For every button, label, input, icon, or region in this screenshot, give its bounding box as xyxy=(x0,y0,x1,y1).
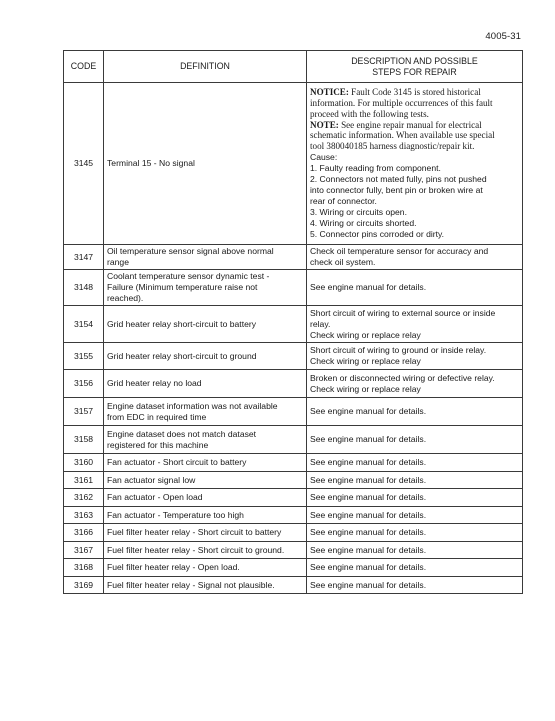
fault-code-cell: 3160 xyxy=(64,454,104,472)
description-cell xyxy=(307,370,523,398)
description-line: Check oil temperature sensor for accuracy and xyxy=(310,246,489,256)
table-row xyxy=(64,577,523,594)
definition-line: Grid heater relay short-circuit to battery xyxy=(107,318,257,329)
definition-line: Fan actuator - Temperature too high xyxy=(107,509,244,520)
description-line: See engine manual for details. xyxy=(310,509,427,520)
cause-line: into connector fully, bent pin or broken wire at xyxy=(310,185,483,196)
fault-code-cell: 3156 xyxy=(64,370,104,398)
cause-line: 3. Wiring or circuits open. xyxy=(310,207,407,218)
description-line: See engine manual for details. xyxy=(310,282,427,292)
description-cell xyxy=(307,577,523,594)
fault-code-cell: 3167 xyxy=(64,542,104,559)
definition-cell xyxy=(104,577,307,594)
description-line: See engine manual for details. xyxy=(310,562,427,572)
definition-cell xyxy=(104,398,307,426)
cause-line: 2. Connectors not mated fully, pins not pushed xyxy=(310,174,487,185)
cause-line: Cause: xyxy=(310,152,338,163)
definition-cell xyxy=(104,306,307,343)
description-line: Check wiring or replace relay xyxy=(310,356,421,366)
description-line: See engine manual for details. xyxy=(310,527,427,537)
definition-cell xyxy=(104,507,307,524)
description-line: See engine manual for details. xyxy=(310,457,427,467)
fault-code-cell: 3155 xyxy=(64,343,104,370)
table-row xyxy=(64,306,523,343)
definition-line: Engine dataset does not match dataset xyxy=(107,428,257,439)
description-cell xyxy=(307,559,523,577)
cause-list xyxy=(310,152,519,240)
fault-code-cell: 3147 xyxy=(64,245,104,270)
note-label: NOTE: xyxy=(310,119,339,130)
definition-cell xyxy=(104,454,307,472)
description-cell xyxy=(307,306,523,343)
table-body xyxy=(64,83,523,594)
definition-cell xyxy=(104,542,307,559)
description-cell xyxy=(307,270,523,306)
definition-line: Fan actuator - Open load xyxy=(107,492,203,502)
definition-cell xyxy=(104,472,307,489)
fault-code-cell: 3157 xyxy=(64,398,104,426)
definition-line: Fan actuator - Short circuit to battery xyxy=(107,457,247,467)
description-line: See engine manual for details. xyxy=(310,544,427,555)
definition-line: from EDC in required time xyxy=(107,411,207,422)
fault-code-cell: 3161 xyxy=(64,472,104,489)
cause-line: 1. Faulty reading from component. xyxy=(310,163,441,174)
table-row xyxy=(64,343,523,370)
description-line: See engine manual for details. xyxy=(310,434,427,444)
description-cell xyxy=(307,245,523,270)
definition-line: Fuel filter heater relay - Short circuit to battery xyxy=(107,527,282,537)
note-text-line1: See engine repair manual for electrical xyxy=(338,119,482,130)
table-row xyxy=(64,524,523,542)
definition-line: Engine dataset information was not available xyxy=(107,400,278,411)
cause-line: 4. Wiring or circuits shorted. xyxy=(310,218,417,229)
notice-text-line3: proceed with the following tests. xyxy=(310,108,429,119)
fault-code-cell: 3163 xyxy=(64,507,104,524)
table-row xyxy=(64,489,523,507)
description-cell xyxy=(307,489,523,507)
fault-code-cell: 3145 xyxy=(64,83,104,245)
description-cell xyxy=(307,343,523,370)
table-row xyxy=(64,559,523,577)
definition-line: Failure (Minimum temperature raise not xyxy=(107,282,258,292)
fault-code-cell: 3169 xyxy=(64,577,104,594)
definition-cell xyxy=(104,524,307,542)
description-cell xyxy=(307,507,523,524)
note-text-line3: tool 380040185 harness diagnostic/repair kit. xyxy=(310,141,475,152)
table-row xyxy=(64,507,523,524)
definition-cell xyxy=(104,489,307,507)
column-header-definition: DEFINITION xyxy=(104,51,307,83)
definition-line: Fuel filter heater relay - Short circuit to ground. xyxy=(107,544,285,555)
definition-line: Fuel filter heater relay - Open load. xyxy=(107,562,240,572)
cause-line: rear of connector. xyxy=(310,196,377,207)
table-row xyxy=(64,454,523,472)
fault-code-cell: 3162 xyxy=(64,489,104,507)
definition-line: reached). xyxy=(107,293,144,303)
table-row xyxy=(64,542,523,559)
fault-code-cell: 3154 xyxy=(64,306,104,343)
column-header-description-line1: DESCRIPTION AND POSSIBLE xyxy=(351,56,478,66)
description-cell xyxy=(307,398,523,426)
definition-line: Grid heater relay short-circuit to ground xyxy=(107,350,257,361)
definition-cell xyxy=(104,370,307,398)
fault-code-cell: 3148 xyxy=(64,270,104,306)
description-line: check oil system. xyxy=(310,257,376,267)
fault-code-table xyxy=(63,50,523,594)
description-line: See engine manual for details. xyxy=(310,579,427,590)
column-header-code: CODE xyxy=(64,51,104,83)
description-line: Check wiring or replace relay xyxy=(310,329,421,340)
column-header-description-line2: STEPS FOR REPAIR xyxy=(372,66,457,77)
description-line: relay. xyxy=(310,318,331,329)
description-cell xyxy=(307,472,523,489)
notice-text-line2: information. For multiple occurrences of this fault xyxy=(310,97,493,108)
definition-cell xyxy=(104,245,307,270)
description-line: Short circuit of wiring to external source or inside xyxy=(310,307,496,318)
definition-line: Fuel filter heater relay - Signal not plausible. xyxy=(107,579,275,590)
notice-label: NOTICE: xyxy=(310,86,349,97)
fault-code-cell: 3166 xyxy=(64,524,104,542)
description-line: Short circuit of wiring to ground or inside relay. xyxy=(310,345,487,355)
cause-line: 5. Connector pins corroded or dirty. xyxy=(310,229,445,240)
definition-line: registered for this machine xyxy=(107,439,209,450)
note-text-line2: schematic information. When available use special xyxy=(310,130,495,141)
description-line: Broken or disconnected wiring or defective relay. xyxy=(310,372,495,383)
table-row xyxy=(64,472,523,489)
definition-line: Coolant temperature sensor dynamic test - xyxy=(107,271,270,281)
definition-line: Oil temperature sensor signal above normal xyxy=(107,246,274,256)
table-row xyxy=(64,398,523,426)
table-row xyxy=(64,426,523,454)
description-line: See engine manual for details. xyxy=(310,492,427,502)
definition-line: range xyxy=(107,257,129,267)
definition-cell xyxy=(104,559,307,577)
description-line: Check wiring or replace relay xyxy=(310,383,421,394)
description-cell xyxy=(307,542,523,559)
page-number: 4005-31 xyxy=(485,31,521,42)
table-row xyxy=(64,270,523,306)
notice-text-line1: Fault Code 3145 is stored historical xyxy=(348,86,481,97)
definition-cell: Terminal 15 - No signal xyxy=(104,83,307,245)
fault-code-cell: 3168 xyxy=(64,559,104,577)
table-row xyxy=(64,83,523,245)
description-line: See engine manual for details. xyxy=(310,406,427,416)
description-cell xyxy=(307,426,523,454)
description-cell xyxy=(307,454,523,472)
definition-cell xyxy=(104,270,307,306)
table-header-row xyxy=(64,51,523,83)
description-cell xyxy=(307,524,523,542)
table-row xyxy=(64,245,523,270)
table-row xyxy=(64,370,523,398)
definition-line: Grid heater relay no load xyxy=(107,378,202,388)
definition-cell xyxy=(104,343,307,370)
description-line: See engine manual for details. xyxy=(310,474,427,485)
definition-line: Fan actuator signal low xyxy=(107,474,196,485)
description-cell xyxy=(307,83,523,245)
fault-code-cell: 3158 xyxy=(64,426,104,454)
column-header-description xyxy=(307,51,523,83)
definition-cell xyxy=(104,426,307,454)
notice-block xyxy=(310,87,519,152)
